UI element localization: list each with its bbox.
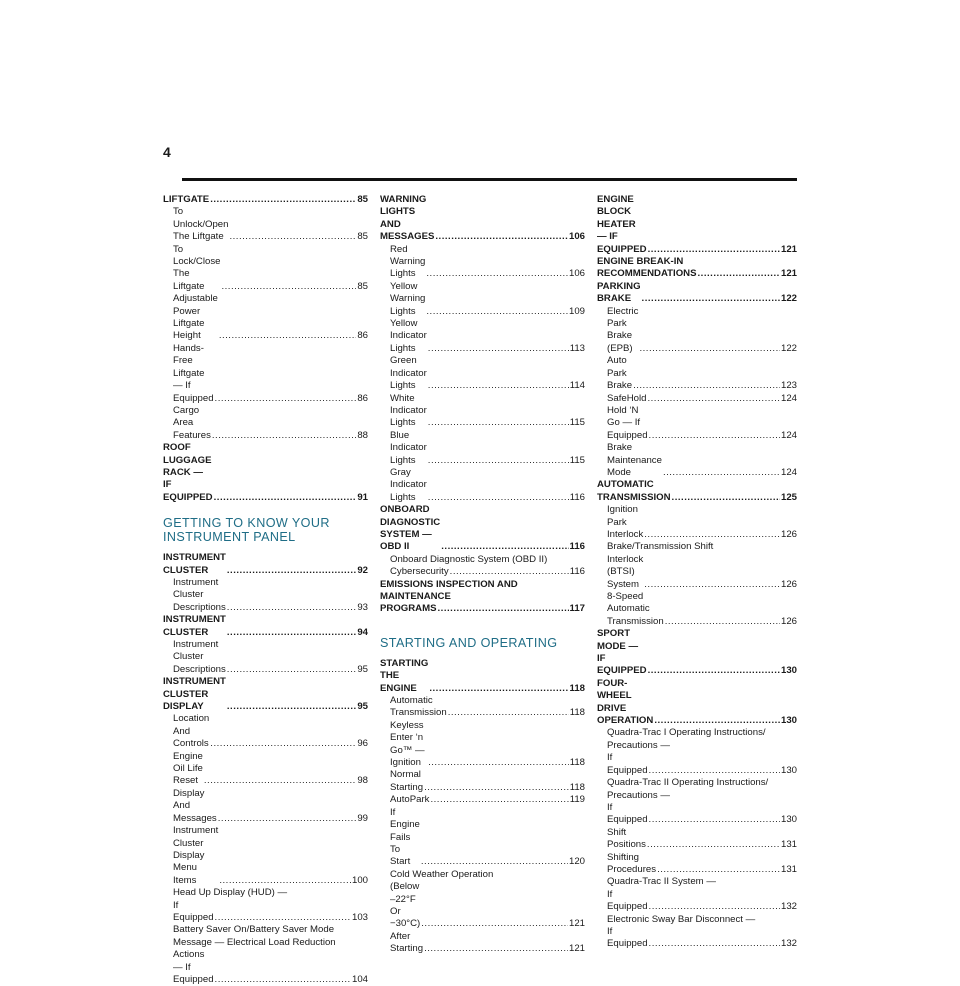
- toc-entry[interactable]: PROGRAMS ..... 117: [380, 603, 585, 615]
- toc-entry[interactable]: If Equipped ..... 130: [597, 802, 797, 827]
- toc-entry-line: Cold Weather Operation: [390, 868, 494, 880]
- header-rule: [182, 178, 797, 181]
- toc-entry[interactable]: AUTOMATIC TRANSMISSION ..... 125: [597, 479, 797, 504]
- toc-entry[interactable]: If Equipped ..... 103: [163, 900, 368, 925]
- toc-entry-line: Onboard Diagnostic System (OBD II): [390, 553, 548, 565]
- toc-entry[interactable]: PARKING BRAKE ..... 122: [597, 281, 797, 306]
- toc-column-1: [163, 194, 368, 986]
- toc-entry[interactable]: Blue Indicator Lights ..... 115: [380, 430, 585, 467]
- toc-entry[interactable]: Cybersecurity ..... 116: [380, 566, 585, 578]
- toc-entry[interactable]: Normal Starting ..... 118: [380, 769, 585, 794]
- toc-entry-line: Quadra-Trac II System —: [607, 876, 716, 888]
- toc-entry[interactable]: Cargo Area Features ..... 88: [163, 405, 368, 442]
- section-heading: GETTING TO KNOW YOUR INSTRUMENT PANEL: [163, 516, 330, 545]
- toc-column-3: [597, 194, 797, 951]
- toc-entry-line: Battery Saver On/Battery Saver Mode: [173, 924, 335, 936]
- toc-entry-line: Quadra-Trac I Operating Instructions/: [607, 727, 766, 739]
- toc-entry[interactable]: STARTING THE ENGINE ..... 118: [380, 658, 585, 695]
- toc-entry[interactable]: Yellow Warning Lights ..... 109: [380, 281, 585, 318]
- toc-entry[interactable]: ROOF LUGGAGE RACK — IF EQUIPPED ..... 91: [163, 442, 368, 504]
- toc-entry[interactable]: WARNING LIGHTS AND MESSAGES ..... 106: [380, 194, 585, 244]
- toc-entry[interactable]: Yellow Indicator Lights ..... 113: [380, 318, 585, 355]
- toc-entry[interactable]: Keyless Enter ‘n Go™ — Ignition ..... 118: [380, 720, 585, 770]
- toc-entry[interactable]: Actions — If Equipped ..... 104: [163, 949, 368, 986]
- toc-entry[interactable]: Engine Oil Life Reset ..... 98: [163, 751, 368, 788]
- toc-entry[interactable]: SPORT MODE — IF EQUIPPED ..... 130: [597, 628, 797, 678]
- toc-entry[interactable]: Instrument Cluster Descriptions ..... 93: [163, 577, 368, 614]
- toc-entry[interactable]: ENGINE BLOCK HEATER — IF EQUIPPED ..... 121: [597, 194, 797, 256]
- toc-entry[interactable]: LIFTGATE ..... 85: [163, 194, 368, 206]
- toc-entry[interactable]: Auto Park Brake ..... 123: [597, 355, 797, 392]
- toc-entry-line: Brake/Transmission Shift: [607, 541, 714, 553]
- toc-entry[interactable]: Brake Maintenance Mode ..... 124: [597, 442, 797, 479]
- toc-entry-line: Message — Electrical Load Reduction: [173, 936, 336, 948]
- section-heading: STARTING AND OPERATING: [380, 635, 558, 650]
- toc-entry[interactable]: Instrument Cluster Display Menu Items ..... 100: [163, 825, 368, 887]
- toc-entry[interactable]: 8-Speed Automatic Transmission ..... 126: [597, 591, 797, 628]
- toc-entry[interactable]: Gray Indicator Lights ..... 116: [380, 467, 585, 504]
- toc-entry[interactable]: Display And Messages ..... 99: [163, 788, 368, 825]
- toc-entry[interactable]: Location And Controls ..... 96: [163, 713, 368, 750]
- toc-entry[interactable]: Adjustable Power Liftgate Height ..... 86: [163, 293, 368, 343]
- toc-entry[interactable]: ENGINE BREAK-IN RECOMMENDATIONS ..... 121: [597, 256, 797, 281]
- toc-entry-line: Head Up Display (HUD) —: [173, 887, 288, 899]
- toc-column-2: [380, 194, 585, 956]
- toc-entry[interactable]: AutoPark ..... 119: [380, 794, 585, 806]
- toc-entry[interactable]: FOUR-WHEEL DRIVE OPERATION ..... 130: [597, 678, 797, 728]
- toc-entry[interactable]: ONBOARD DIAGNOSTIC SYSTEM — OBD II ..... 116: [380, 504, 585, 554]
- toc-entry[interactable]: Electric Park Brake (EPB) ..... 122: [597, 306, 797, 356]
- toc-entry[interactable]: To Unlock/Open The Liftgate ..... 85: [163, 206, 368, 243]
- toc-entry[interactable]: INSTRUMENT CLUSTER ..... 94: [163, 614, 368, 639]
- toc-entry[interactable]: If Equipped ..... 132: [597, 889, 797, 914]
- toc-entry[interactable]: Automatic Transmission ..... 118: [380, 695, 585, 720]
- toc-entry[interactable]: Shift Positions ..... 131: [597, 827, 797, 852]
- toc-entry[interactable]: Shifting Procedures ..... 131: [597, 852, 797, 877]
- toc-entry[interactable]: Hold ‘N Go — If Equipped ..... 124: [597, 405, 797, 442]
- toc-entry[interactable]: Green Indicator Lights ..... 114: [380, 355, 585, 392]
- toc-entry-line: Precautions —: [607, 739, 670, 751]
- toc-entry[interactable]: Ignition Park Interlock ..... 126: [597, 504, 797, 541]
- page-number: 4: [163, 144, 171, 160]
- toc-entry[interactable]: To Lock/Close The Liftgate ..... 85: [163, 244, 368, 294]
- toc-entry[interactable]: INSTRUMENT CLUSTER ..... 92: [163, 552, 368, 577]
- toc-entry[interactable]: If Equipped ..... 132: [597, 926, 797, 951]
- toc-entry[interactable]: (Below –22°F Or −30°C) ..... 121: [380, 881, 585, 931]
- toc-entry[interactable]: White Indicator Lights ..... 115: [380, 393, 585, 430]
- toc-entry-line: Quadra-Trac II Operating Instructions/: [607, 777, 769, 789]
- toc-entry[interactable]: After Starting ..... 121: [380, 931, 585, 956]
- toc-entry[interactable]: INSTRUMENT CLUSTER DISPLAY ..... 95: [163, 676, 368, 713]
- toc-entry[interactable]: Hands-Free Liftgate — If Equipped ..... 86: [163, 343, 368, 405]
- toc-entry[interactable]: Interlock (BTSI) System ..... 126: [597, 554, 797, 591]
- toc-entry-line: Electronic Sway Bar Disconnect —: [607, 913, 756, 925]
- toc-entry[interactable]: SafeHold ..... 124: [597, 393, 797, 405]
- toc-entry-line: EMISSIONS INSPECTION AND MAINTENANCE: [380, 578, 518, 602]
- toc-entry-line: Precautions —: [607, 789, 670, 801]
- toc-entry[interactable]: Instrument Cluster Descriptions ..... 95: [163, 639, 368, 676]
- toc-entry[interactable]: If Equipped ..... 130: [597, 752, 797, 777]
- toc-entry[interactable]: If Engine Fails To Start ..... 120: [380, 807, 585, 869]
- toc-entry[interactable]: Red Warning Lights ..... 106: [380, 244, 585, 281]
